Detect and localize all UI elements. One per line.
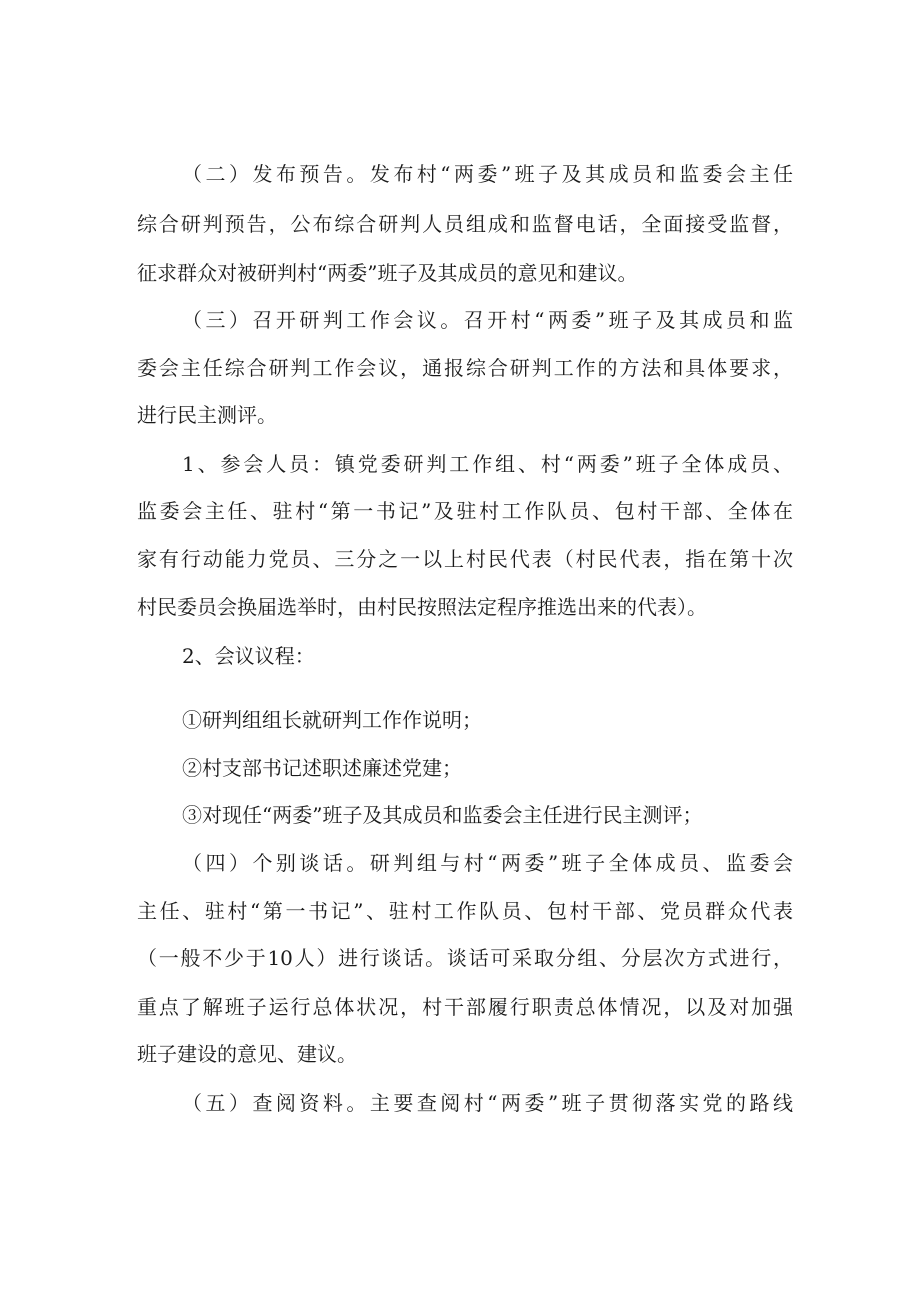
list-item: ②村支部书记述职述廉述党建；	[182, 756, 462, 780]
text-line: 重点了解班子运行总体状况，村干部履行职责总体情况，以及对加强	[137, 995, 793, 1019]
text-line: （五）查阅资料。主要查阅村“两委”班子贯彻落实党的路线	[182, 1091, 793, 1115]
text-line: 1、参会人员：镇党委研判工作组、村“两委”班子全体成员、	[182, 452, 793, 476]
text-line: 班子建设的意见、建议。	[137, 1042, 357, 1066]
text-line: 主任、驻村“第一书记”、驻村工作队员、包村干部、党员群众代表	[137, 899, 793, 923]
text-line: （四）个别谈话。研判组与村“两委”班子全体成员、监委会	[182, 851, 793, 875]
text-line: 进行民主测评。	[137, 403, 277, 427]
list-item: ③对现任“两委”班子及其成员和监委会主任进行民主测评；	[182, 803, 703, 827]
text-line: 2、会议议程：	[182, 644, 315, 668]
text-line: （一般不少于10人）进行谈话。谈话可采取分组、分层次方式进行，	[137, 946, 793, 970]
text-line: 监委会主任、驻村“第一书记”及驻村工作队员、包村干部、全体在	[137, 499, 793, 523]
list-item: ①研判组组长就研判工作作说明；	[182, 708, 482, 732]
text-line: 村民委员会换届选举时，由村民按照法定程序推选出来的代表）。	[137, 595, 707, 619]
text-line: 家有行动能力党员、三分之一以上村民代表（村民代表，指在第十次	[137, 547, 793, 571]
text-line: （二）发布预告。发布村“两委”班子及其成员和监委会主任	[182, 162, 793, 186]
text-line: 综合研判预告，公布综合研判人员组成和监督电话，全面接受监督，	[137, 212, 793, 236]
text-line: 委会主任综合研判工作会议，通报综合研判工作的方法和具体要求，	[137, 356, 793, 380]
text-line: 征求群众对被研判村“两委”班子及其成员的意见和建议。	[137, 261, 638, 285]
text-line: （三）召开研判工作会议。召开村“两委”班子及其成员和监	[182, 308, 793, 332]
